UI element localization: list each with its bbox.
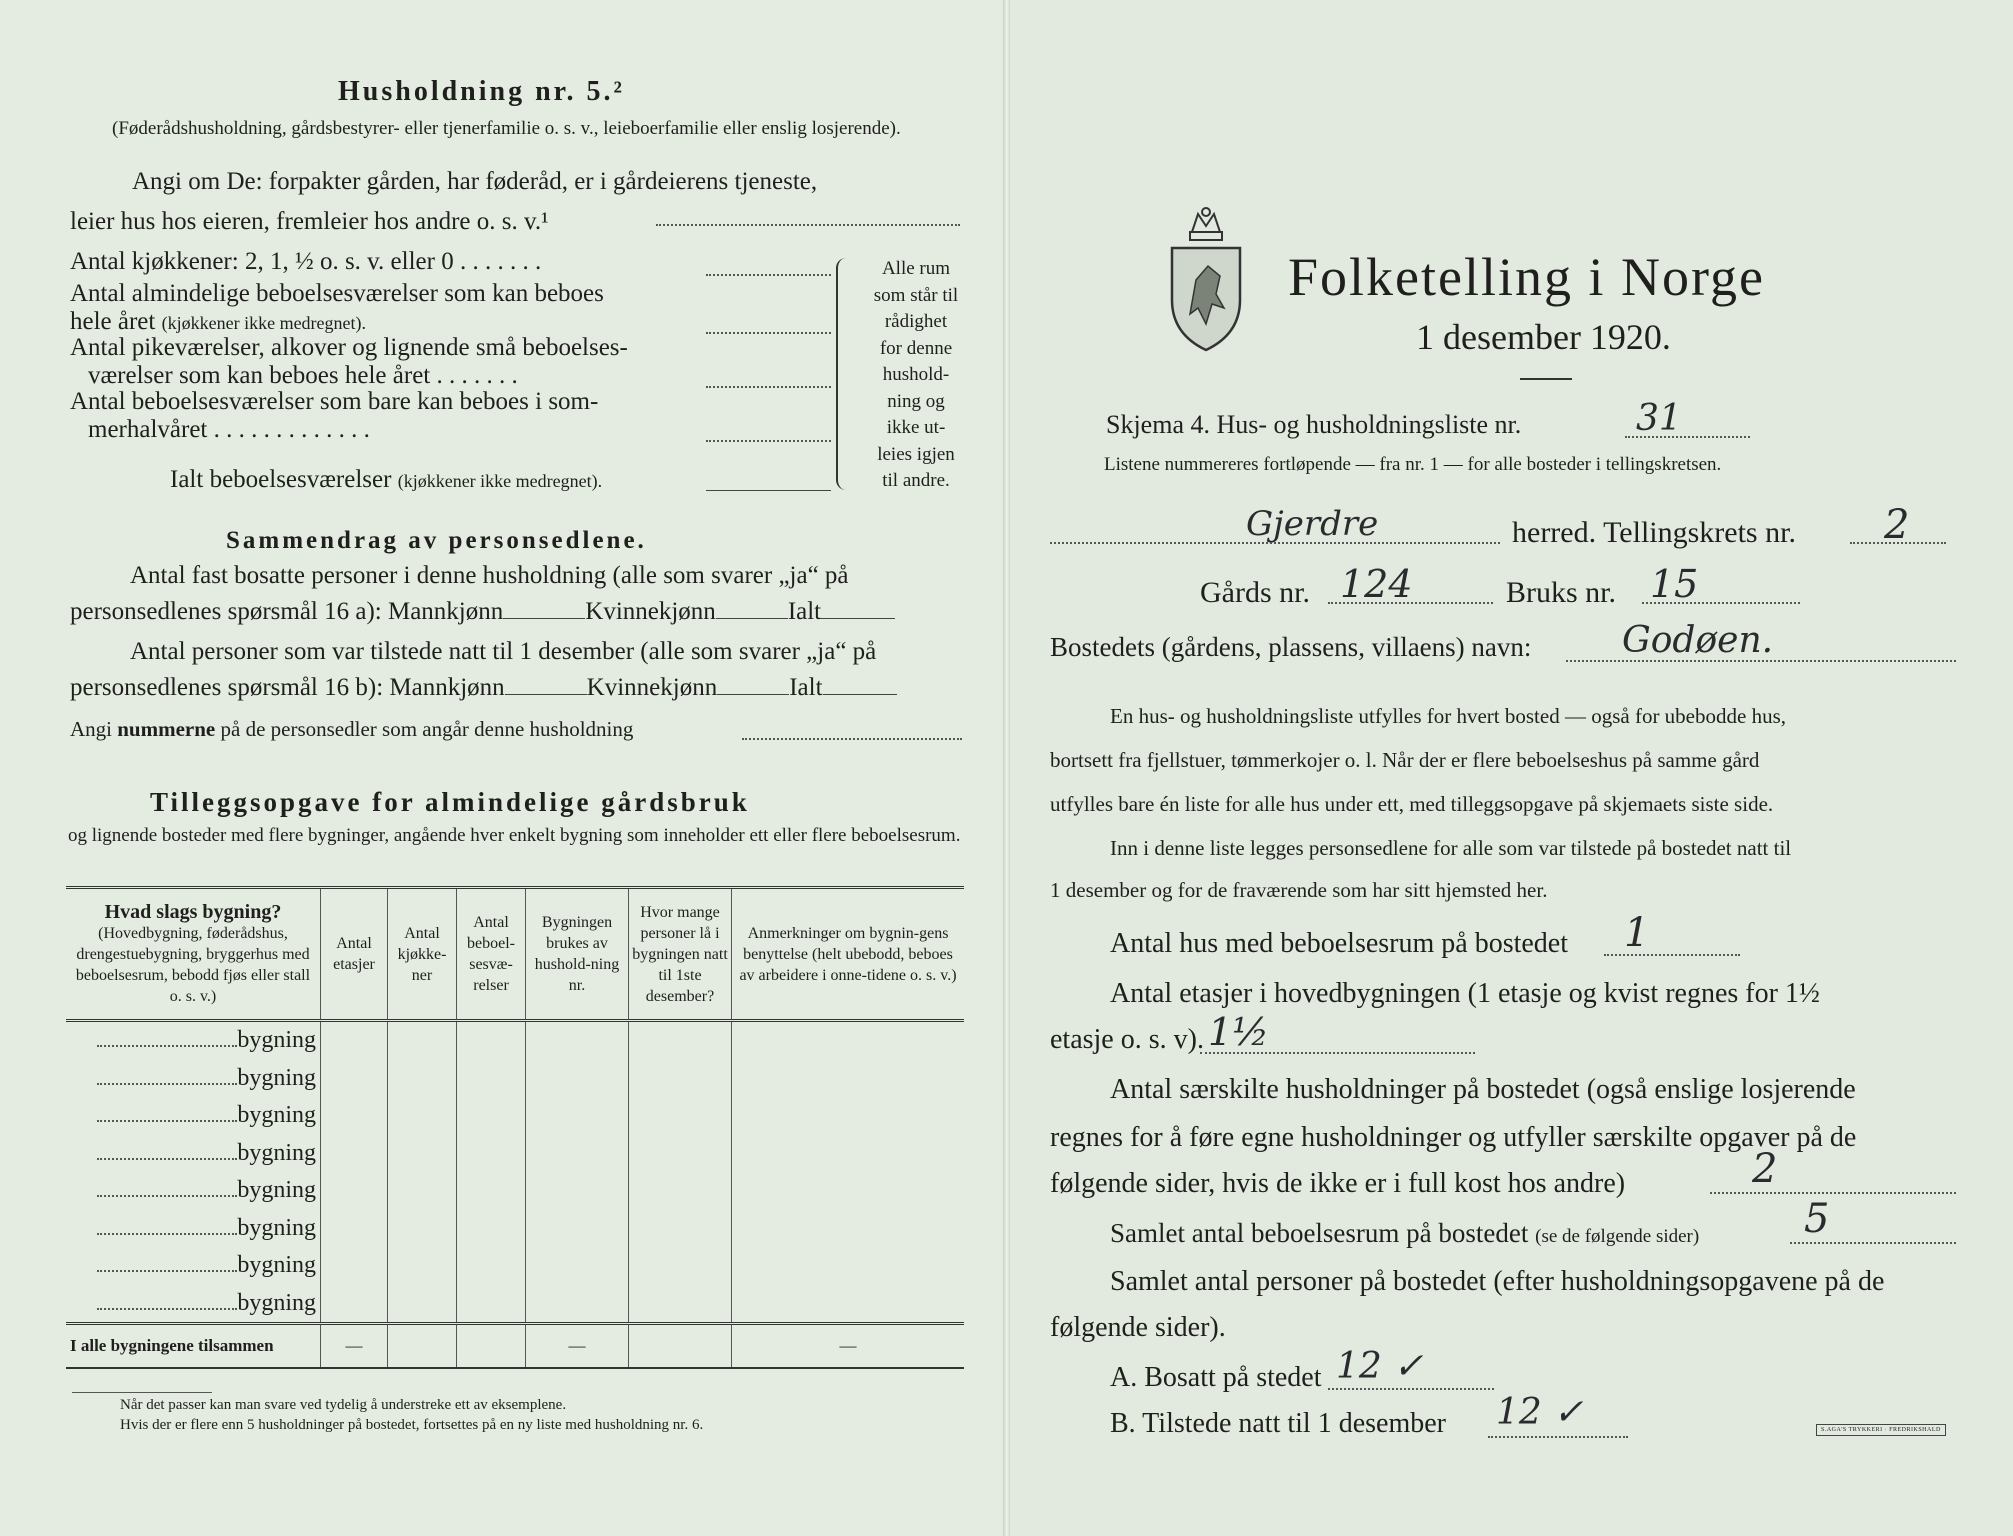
q-rooms-line bbox=[1790, 1242, 1956, 1244]
form-date: 1 desember 1920. bbox=[1416, 317, 1671, 357]
q-floors-line bbox=[1200, 1052, 1475, 1054]
gards-line bbox=[1328, 602, 1493, 604]
table-row[interactable]: bygning bbox=[66, 1097, 964, 1135]
table-row[interactable]: bygning bbox=[66, 1247, 964, 1285]
q-persons-a: Samlet antal personer på bostedet (efter husholdningsopgavene på de bbox=[1110, 1266, 1885, 1297]
col-kitchens: Antal kjøkke-ner bbox=[388, 888, 457, 1021]
kitchens-label: Antal kjøkkener: 2, 1, ½ o. s. v. eller 0 . . . . . . . bbox=[70, 248, 542, 275]
q-floors-a: Antal etasjer i hovedbygningen (1 etasje og kvist regnes for 1½ bbox=[1110, 978, 1820, 1009]
q-floors-value[interactable]: 1½ bbox=[1208, 1010, 1270, 1054]
household-title: Husholdning nr. 5.² bbox=[338, 76, 625, 107]
table-row[interactable]: bygning bbox=[66, 1285, 964, 1324]
table-row[interactable]: bygning bbox=[66, 1021, 964, 1060]
summary-p1-a: Antal fast bosatte personer i denne husholdning (alle som svarer „ja“ på bbox=[130, 562, 849, 589]
numbers-field[interactable] bbox=[742, 738, 962, 740]
angi-line-2: leier hus hos eieren, fremleier hos andre o. s. v.¹ bbox=[70, 208, 549, 235]
left-page bbox=[0, 0, 1004, 1536]
herred-value[interactable]: Gjerdre bbox=[1246, 504, 1379, 544]
schema-number-line bbox=[1625, 436, 1750, 438]
q-houses-line bbox=[1604, 954, 1740, 956]
kitchens-field[interactable] bbox=[706, 274, 831, 276]
tilstede-line bbox=[1488, 1436, 1628, 1438]
coat-of-arms-icon bbox=[1168, 204, 1244, 354]
summary-p1-b: personsedlenes spørsmål 16 a): Mannkjønn Kvinnekjønn Ialt bbox=[70, 598, 895, 626]
tilstede-label: B. Tilstede natt til 1 desember bbox=[1110, 1408, 1446, 1439]
total-remarks: — bbox=[732, 1324, 965, 1369]
tillegg-title: Tilleggsopgave for almindelige gårdsbruk bbox=[150, 787, 750, 817]
tellingskrets-line bbox=[1850, 542, 1946, 544]
col-floors: Antal etasjer bbox=[321, 888, 388, 1021]
rooms2-line-b: værelser som kan beboes hele året . . . . . . . bbox=[88, 362, 518, 389]
gards-label: Gårds nr. bbox=[1200, 576, 1310, 609]
summary-p2-b: personsedlenes spørsmål 16 b): Mannkjønn Kvinnekjønn Ialt bbox=[70, 674, 897, 702]
q-hh-value[interactable]: 2 bbox=[1752, 1146, 1778, 1192]
q-rooms: Samlet antal beboelsesrum på bostedet (se de følgende sider) bbox=[1110, 1218, 1700, 1248]
col-building-type: Hvad slags bygning? (Hovedbygning, føderådshus, drengestuebygning, bryggerhus med beboelsesrum, bebodd fjøs eller stall o. s. v.) bbox=[75, 900, 311, 1005]
rooms1-line-a: Antal almindelige beboelsesværelser som kan beboes bbox=[70, 280, 604, 307]
q-houses: Antal hus med beboelsesrum på bostedet bbox=[1110, 928, 1569, 959]
angi-line-1: Angi om De: forpakter gården, har føderåd, er i gårdeierens tjeneste, bbox=[132, 168, 818, 195]
table-row[interactable]: bygning bbox=[66, 1210, 964, 1248]
rooms1-line-b: hele året (kjøkkener ikke medregnet). bbox=[70, 308, 367, 335]
schema-line: Skjema 4. Hus- og husholdningsliste nr. bbox=[1106, 410, 1522, 439]
q-houses-value[interactable]: 1 bbox=[1624, 910, 1650, 956]
instruction-4: Inn i denne liste legges personsedlene for alle som var tilstede på bostedet natt til bbox=[1110, 836, 1792, 860]
summary-title: Sammendrag av personsedlene. bbox=[226, 527, 647, 554]
total-rooms-field[interactable] bbox=[706, 490, 831, 491]
footnote-2: Hvis der er flere enn 5 husholdninger på bostedet, fortsettes på en ny liste med husholdning nr. 6. bbox=[120, 1417, 704, 1433]
col-rooms: Antal beboel-sesvæ-relser bbox=[457, 888, 526, 1021]
brace-note: Alle rum som står til rådighet for denne hushold- ning og ikke ut- leies igjen til andre. bbox=[873, 258, 959, 491]
gards-value[interactable]: 124 bbox=[1340, 562, 1413, 606]
bosatt-value[interactable]: 12 ✓ bbox=[1336, 1346, 1424, 1387]
numbering-note: Listene nummereres fortløpende — fra nr. 1 — for alle bosteder i tellingskretsen. bbox=[1104, 454, 1722, 475]
bosatt-label: A. Bosatt på stedet bbox=[1110, 1362, 1322, 1393]
q-hh-line bbox=[1710, 1192, 1956, 1194]
rooms3-line-a: Antal beboelsesværelser som bare kan beboes i som- bbox=[70, 388, 599, 415]
bruks-line bbox=[1642, 602, 1800, 604]
buildings-table bbox=[66, 886, 964, 1369]
rooms3-field[interactable] bbox=[706, 440, 831, 442]
answer-line[interactable] bbox=[656, 224, 960, 226]
col-remarks: Anmerkninger om bygnin-gens benyttelse (helt ubebodd, beboes av arbeidere i onne-tidene o. s. v.) bbox=[732, 888, 965, 1021]
bosted-label: Bostedets (gårdens, plassens, villaens) navn: bbox=[1050, 632, 1532, 662]
rooms3-line-b: merhalvåret . . . . . . . . . . . . . bbox=[88, 416, 370, 443]
instruction-2: bortsett fra fjellstuer, tømmerkojer o. l. Når der er flere beboelseshus på samme gård bbox=[1050, 748, 1760, 772]
herred-line bbox=[1050, 542, 1500, 544]
bosted-value[interactable]: Godøen. bbox=[1622, 620, 1774, 661]
total-floors: — bbox=[321, 1324, 388, 1369]
q-floors-b: etasje o. s. v). bbox=[1050, 1024, 1204, 1055]
col-household: Bygningen brukes av hushold-ning nr. bbox=[526, 888, 629, 1021]
table-total-row bbox=[66, 1324, 964, 1369]
schema-number[interactable]: 31 bbox=[1636, 398, 1682, 439]
total-household: — bbox=[526, 1324, 629, 1369]
rooms1-field[interactable] bbox=[706, 332, 831, 334]
footnote-1: Når det passer kan man svare ved tydelig å understreke ett av eksemplene. bbox=[120, 1397, 567, 1413]
bruks-value[interactable]: 15 bbox=[1650, 562, 1699, 606]
brace bbox=[836, 258, 854, 490]
printer-stamp: S.AGA'S TRYKKERI · FREDRIKSHALD bbox=[1816, 1424, 1946, 1436]
tellingskrets-value[interactable]: 2 bbox=[1884, 502, 1910, 548]
table-row[interactable]: bygning bbox=[66, 1172, 964, 1210]
total-label: I alle bygningene tilsammen bbox=[66, 1324, 321, 1369]
bosted-line bbox=[1566, 660, 1956, 662]
bosatt-line bbox=[1328, 1388, 1494, 1390]
table-row[interactable]: bygning bbox=[66, 1135, 964, 1173]
footnote-rule bbox=[72, 1392, 212, 1393]
instruction-3: utfylles bare én liste for alle hus under ett, med tilleggsopgave på skjemaets siste side. bbox=[1050, 792, 1774, 816]
tilstede-value[interactable]: 12 ✓ bbox=[1496, 1392, 1584, 1433]
q-hh-a: Antal særskilte husholdninger på bostedet (også enslige losjerende bbox=[1110, 1074, 1856, 1105]
total-rooms-label: Ialt beboelsesværelser (kjøkkener ikke medregnet). bbox=[170, 466, 603, 493]
bruks-label: Bruks nr. bbox=[1506, 576, 1617, 609]
q-persons-b: følgende sider). bbox=[1050, 1312, 1226, 1343]
q-hh-b: regnes for å føre egne husholdninger og utfyller særskilte opgaver på de bbox=[1050, 1122, 1857, 1153]
rooms2-field[interactable] bbox=[706, 386, 831, 388]
table-row[interactable]: bygning bbox=[66, 1060, 964, 1098]
herred-label: herred. Tellingskrets nr. bbox=[1512, 516, 1796, 549]
household-subtitle: (Føderådshusholdning, gårdsbestyrer- eller tjenerfamilie o. s. v., leieboerfamilie eller enslig losjerende). bbox=[112, 118, 901, 139]
col-persons: Hvor mange personer lå i bygningen natt til 1ste desember? bbox=[629, 888, 732, 1021]
instruction-1: En hus- og husholdningsliste utfylles for hvert bosted — også for ubebodde hus, bbox=[1110, 704, 1786, 728]
right-page bbox=[1010, 0, 2013, 1536]
q-hh-c: følgende sider, hvis de ikke er i full kost hos andre) bbox=[1050, 1168, 1626, 1199]
form-title: Folketelling i Norge bbox=[1288, 247, 1765, 307]
title-rule bbox=[1520, 378, 1572, 380]
summary-p2-a: Antal personer som var tilstede natt til 1 desember (alle som svarer „ja“ på bbox=[130, 638, 877, 665]
angi-numbers: Angi nummerne på de personsedler som angår denne husholdning bbox=[70, 717, 634, 741]
rooms2-line-a: Antal pikeværelser, alkover og lignende små beboelses- bbox=[70, 334, 628, 361]
q-rooms-value[interactable]: 5 bbox=[1804, 1196, 1830, 1242]
instruction-5: 1 desember og for de fraværende som har sitt hjemsted her. bbox=[1050, 878, 1548, 902]
table-header-row bbox=[66, 888, 964, 1021]
tillegg-subtitle: og lignende bosteder med flere bygninger, angående hver enkelt bygning som inneholder ett eller flere beboelsesrum. bbox=[68, 825, 961, 846]
